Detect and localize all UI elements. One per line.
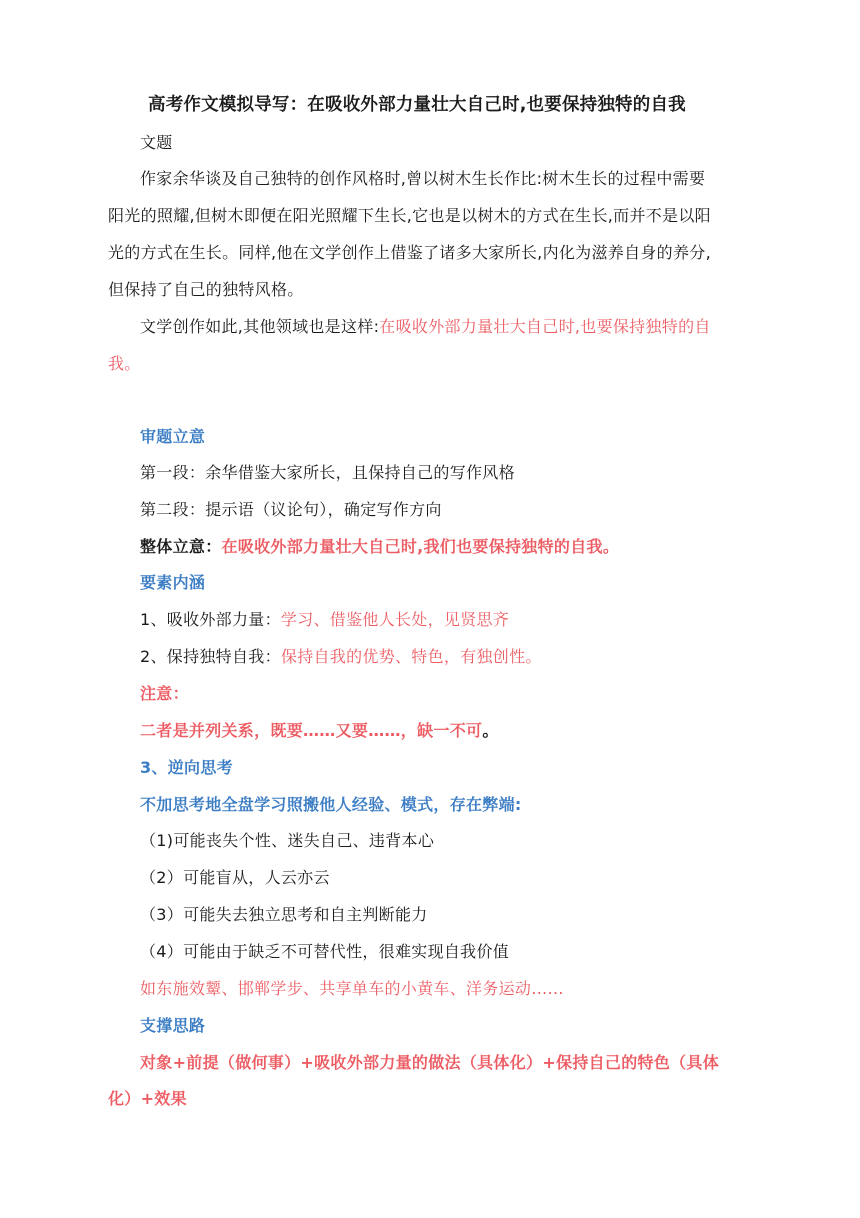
prompt-paragraph-2 [108, 308, 711, 382]
prompt-line-2: 阳光的照耀,但树木即便在阳光照耀下生长,它也是以树木的方式在生长,而并不是以阳 [108, 206, 711, 225]
reverse-item-4: （4）可能由于缺乏不可替代性，很难实现自我价值 [140, 942, 510, 961]
note-text-body: 二者是并列关系，既要……又要……，缺一不可 [140, 721, 483, 740]
yaosu-item-2 [140, 646, 542, 668]
shenti-paragraph-1: 第一段：余华借鉴大家所长，且保持自己的写作风格 [140, 463, 515, 482]
prompt-paragraph-1 [108, 160, 711, 308]
support-line-1: 对象+前提（做何事）+吸收外部力量的做法（具体化）+保持自己的特色（具体 [140, 1053, 720, 1072]
prompt-para2-line-1 [108, 308, 711, 345]
reverse-item-3: （3）可能失去独立思考和自主判断能力 [140, 905, 428, 924]
yaosu-item-1-value: 学习、借鉴他人长处，见贤思齐 [280, 610, 510, 629]
reverse-item-2: （2）可能盲从，人云亦云 [140, 868, 330, 887]
section-heading-support: 支撑思路 [140, 1016, 206, 1035]
section-heading-reverse: 3、逆向思考 [140, 758, 233, 777]
note-text-period: 。 [482, 721, 499, 740]
yaosu-item-1 [140, 609, 509, 631]
prompt-line-3: 光的方式在生长。同样,他在文学创作上借鉴了诸多大家所长,内化为滋养自身的养分, [108, 243, 711, 262]
overall-theme [140, 536, 619, 558]
prompt-heading: 文题 [140, 133, 173, 152]
prompt-para2-prefix: 文学创作如此,其他领域也是这样: [140, 317, 380, 336]
yaosu-item-1-label: 1、吸收外部力量： [140, 610, 281, 629]
support-line-2: 化）+效果 [108, 1089, 187, 1108]
shenti-paragraph-2: 第二段：提示语（议论句），确定写作方向 [140, 500, 442, 519]
examples-line: 如东施效颦、邯郸学步、共享单车的小黄车、洋务运动…… [140, 979, 564, 998]
yaosu-item-2-label: 2、保持独特自我： [140, 647, 281, 666]
section-heading-shenti: 审题立意 [140, 427, 206, 446]
overall-theme-value: 在吸收外部力量壮大自己时,我们也要保持独特的自我。 [221, 537, 620, 556]
overall-theme-label: 整体立意： [140, 537, 222, 556]
prompt-para2-line-2: 我。 [108, 354, 141, 373]
note-label: 注意： [140, 684, 189, 703]
document-title: 高考作文模拟导写：在吸收外部力量壮大自己时,也要保持独特的自我 [148, 95, 686, 115]
prompt-line-1: 作家余华谈及自己独特的创作风格时,曾以树木生长作比:树木生长的过程中需要 [140, 169, 706, 188]
reverse-item-1: （1)可能丧失个性、迷失自己、违背本心 [140, 831, 435, 850]
reverse-intro: 不加思考地全盘学习照搬他人经验、模式，存在弊端: [140, 795, 522, 814]
section-heading-yaosu: 要素内涵 [140, 573, 206, 592]
yaosu-item-2-value: 保持自我的优势、特色，有独创性。 [280, 647, 542, 666]
prompt-para2-highlight: 在吸收外部力量壮大自己时,也要保持独特的自 [379, 317, 711, 336]
prompt-line-4: 但保持了自己的独特风格。 [108, 280, 304, 299]
note-text [140, 720, 499, 742]
